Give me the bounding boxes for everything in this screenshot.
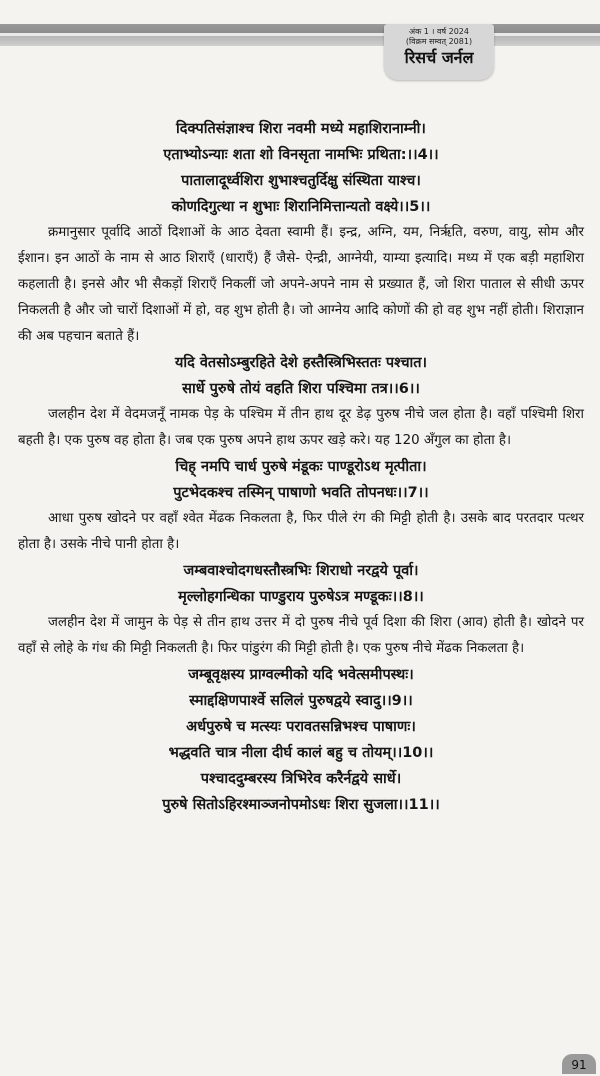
prose-paragraph: क्रमानुसार पूर्वादि आठों दिशाओं के आठ देवता स्वामी हैं। इन्द्र, अग्नि, यम, निर्ऋति, वरुण, वायु, सोम और ईशान। इन आठों के नाम से आठ शिराएँ (धाराएँ) हैं जैसे- ऐन्द्री, आग्नेयी, याम्या इत्यादि। मध्य में एक बड़ी महाशिरा कहलाती है। इनसे और भी सैकड़ों शिराएँ निकलीं जो अपने-अपने नाम से प्रख्यात हैं, जो शिरा पाताल से सीधी ऊपर निकलती है और जो चारों दिशाओं में हो, वह शुभ होती है। जो आग्नेय आदि कोणों की हो वह शुभ नहीं होती। शिराज्ञान की अब पहचान बताते हैं। [18, 225, 584, 344]
verse-line: मृल्लोहगन्धिका पाण्डुराय पुरुषेऽत्र मण्डूकः।।8।। [178, 589, 424, 605]
verse-line: पातालादूर्ध्वशिरा शुभाश्चतुर्दिक्षु संस्थिता याश्च। [181, 173, 421, 189]
verse-line: अर्धपुरुषे च मत्स्यः परावतसन्निभश्च पाषाणः। [186, 719, 416, 735]
header-band [0, 24, 600, 46]
verse-line: चिह् नमपि चार्ध पुरुषे मंडूकः पाण्डूरोऽथ मृत्पीता। [175, 459, 427, 475]
verse-line: दिक्पतिसंज्ञाश्च शिरा नवमी मध्ये महाशिरानाम्नी। [176, 121, 426, 137]
journal-header-tab [384, 24, 494, 80]
verse-line: यदि वेतसोऽम्बुरहिते देशे हस्तैस्त्रिभिस्ततः पश्चात। [174, 355, 428, 371]
verse-line: पुटभेदकश्च तस्मिन् पाषाणो भवति तोपनधः।।7।। [173, 485, 429, 501]
verse-line: सार्धे पुरुषे तोयं वहति शिरा पश्चिमा तत्र।।6।। [182, 381, 420, 397]
prose-paragraph: जलहीन देश में वेदमजनूँ नामक पेड़ के पश्चिम में तीन हाथ दूर डेढ़ पुरुष नीचे जल होता है। वहाँ पश्चिमी शिरा बहती है। एक पुरुष वह होता है। जब एक पुरुष अपने हाथ ऊपर खड़े करे। यह 120 अँगुल का होता है। [18, 407, 584, 448]
prose-paragraph: जलहीन देश में जामुन के पेड़ से तीन हाथ उत्तर में दो पुरुष नीचे पूर्व दिशा की शिरा (आव) होती है। खोदने पर वहाँ से लोहे के गंध की मिट्टी निकलती है। फिर पांडुरंग की मिट्टी होती है। एक पुरुष नीचे मेंढक निकलता है। [18, 615, 584, 656]
issue-line: अंक 1 । वर्ष 2024 [409, 27, 469, 36]
verse-line: पुरुषे सितोऽहिरश्माञ्जनोपमोऽधः शिरा सुजला।।11।। [162, 797, 440, 813]
journal-title: रिसर्च जर्नल [404, 48, 474, 67]
page-content [18, 116, 584, 818]
verse-line: जम्बवाश्चोदगधस्तौस्त्रभिः शिराधो नरद्वये पूर्वा। [183, 563, 419, 579]
verse-line: स्माद्दक्षिणपार्श्वे सलिलं पुरुषद्वये स्वादु।।9।। [189, 693, 413, 709]
page-number: 91 [562, 1054, 596, 1074]
header-band-highlight [0, 33, 600, 36]
verse-line: भद्धवति चात्र नीला दीर्घ कालं बहु च तोयम्।।10।। [168, 745, 434, 761]
prose-paragraph: आधा पुरुष खोदने पर वहाँ श्वेत मेंढक निकलता है, फिर पीले रंग की मिट्टी होती है। उसके बाद परतदार पत्थर होता है। उसके नीचे पानी होता है। [18, 511, 584, 552]
verse-line: कोणदिगुत्था न शुभाः शिरानिमित्तान्यतो वक्ष्ये।।5।। [171, 199, 431, 215]
verse-line: जम्बूवृक्षस्य प्राग्वल्मीको यदि भवेत्समीपस्थः। [188, 667, 414, 683]
verse-line: एताभ्योऽन्याः शता शो विनसृता नामभिः प्रथिता:।।4।। [163, 147, 439, 163]
samvat-line: (विक्रम सम्वत् 2081) [405, 37, 473, 46]
verse-line: पश्चाददुम्बरस्य त्रिभिरेव करैर्नद्वये सार्धे। [200, 771, 402, 787]
